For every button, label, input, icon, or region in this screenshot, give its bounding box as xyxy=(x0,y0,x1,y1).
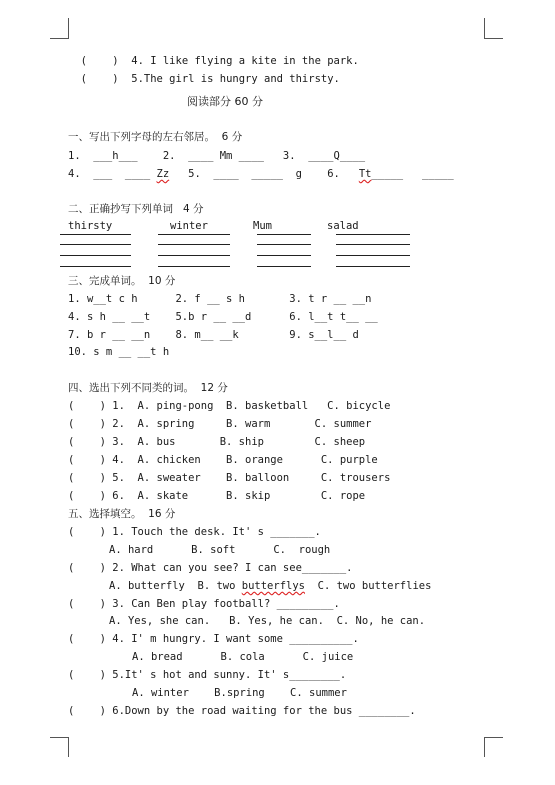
answer-paren: ( ) xyxy=(80,55,119,67)
question-row xyxy=(68,58,340,86)
section3-row: 4. s h __ __t 5.b r __ __d 6. l__t t__ __ xyxy=(68,311,378,323)
section4-item: ( ) 4. A. chicken B. orange C. purple xyxy=(68,454,378,466)
section1-row2: 4. ___ ____ Zz 5. ____ _____ g 6. Tt_____ _____ xyxy=(68,168,454,180)
section4-item: ( ) 1. A. ping-pong B. basketball C. bicycle xyxy=(68,400,391,412)
question-text: 4. I like flying a kite in the park. xyxy=(131,55,359,67)
section5-heading: 五、选择填空。 16 分 xyxy=(68,508,176,520)
section4-heading: 四、选出下列不同类的词。 12 分 xyxy=(68,382,228,394)
reading-section-title: 阅读部分 60 分 xyxy=(187,95,263,108)
spelling-flag: Zz xyxy=(156,168,170,180)
section1-heading: 一、写出下列字母的左右邻居。 6 分 xyxy=(68,131,243,143)
section4-item: ( ) 5. A. sweater B. balloon C. trousers xyxy=(68,472,391,484)
section3-row: 10. s m __ __t h xyxy=(68,346,170,358)
section3-row: 7. b r __ __n 8. m__ __k 9. s__l__ d xyxy=(68,329,359,341)
section4-item: ( ) 6. A. skate B. skip C. rope xyxy=(68,490,366,502)
section5-options: A. hard B. soft C. rough xyxy=(109,544,331,556)
section2-heading: 二、正确抄写下列单词 4 分 xyxy=(68,203,204,215)
copy-word: winter xyxy=(170,220,208,232)
section5-question: ( ) 2. What can you see? I can see_______. xyxy=(68,562,353,574)
section5-options: A. winter B.spring C. summer xyxy=(132,687,347,699)
question-text: 5.The girl is hungry and thirsty. xyxy=(131,73,340,85)
spelling-flag: butterflys xyxy=(241,580,305,592)
section5-question: ( ) 1. Touch the desk. It' s _______. xyxy=(68,526,321,538)
copy-word: Mum xyxy=(253,220,272,232)
section3-row: 1. w__t c h 2. f __ s h 3. t r __ __n xyxy=(68,293,372,305)
section1-row1: 1. ___h___ 2. ____ Mm ____ 3. ____Q____ xyxy=(68,150,366,162)
section5-options: A. bread B. cola C. juice xyxy=(132,651,354,663)
copy-word: salad xyxy=(327,220,359,232)
section5-question: ( ) 3. Can Ben play football? _________. xyxy=(68,598,340,610)
section5-question: ( ) 4. I' m hungry. I want some __________. xyxy=(68,633,359,645)
section4-item: ( ) 2. A. spring B. warm C. summer xyxy=(68,418,372,430)
spelling-flag: Tt xyxy=(358,168,372,180)
answer-paren: ( ) xyxy=(80,73,119,85)
section5-options: A. Yes, she can. B. Yes, he can. C. No, he can. xyxy=(109,615,426,627)
section4-item: ( ) 3. A. bus B. ship C. sheep xyxy=(68,436,366,448)
section5-question: ( ) 6.Down by the road waiting for the bus ________. xyxy=(68,705,416,717)
copy-word: thirsty xyxy=(68,220,113,232)
section5-question: ( ) 5.It' s hot and sunny. It' s________. xyxy=(68,669,347,681)
section3-heading: 三、完成单词。 10 分 xyxy=(68,275,176,287)
section5-options: A. butterfly B. two butterflys C. two butterflies xyxy=(109,580,432,592)
